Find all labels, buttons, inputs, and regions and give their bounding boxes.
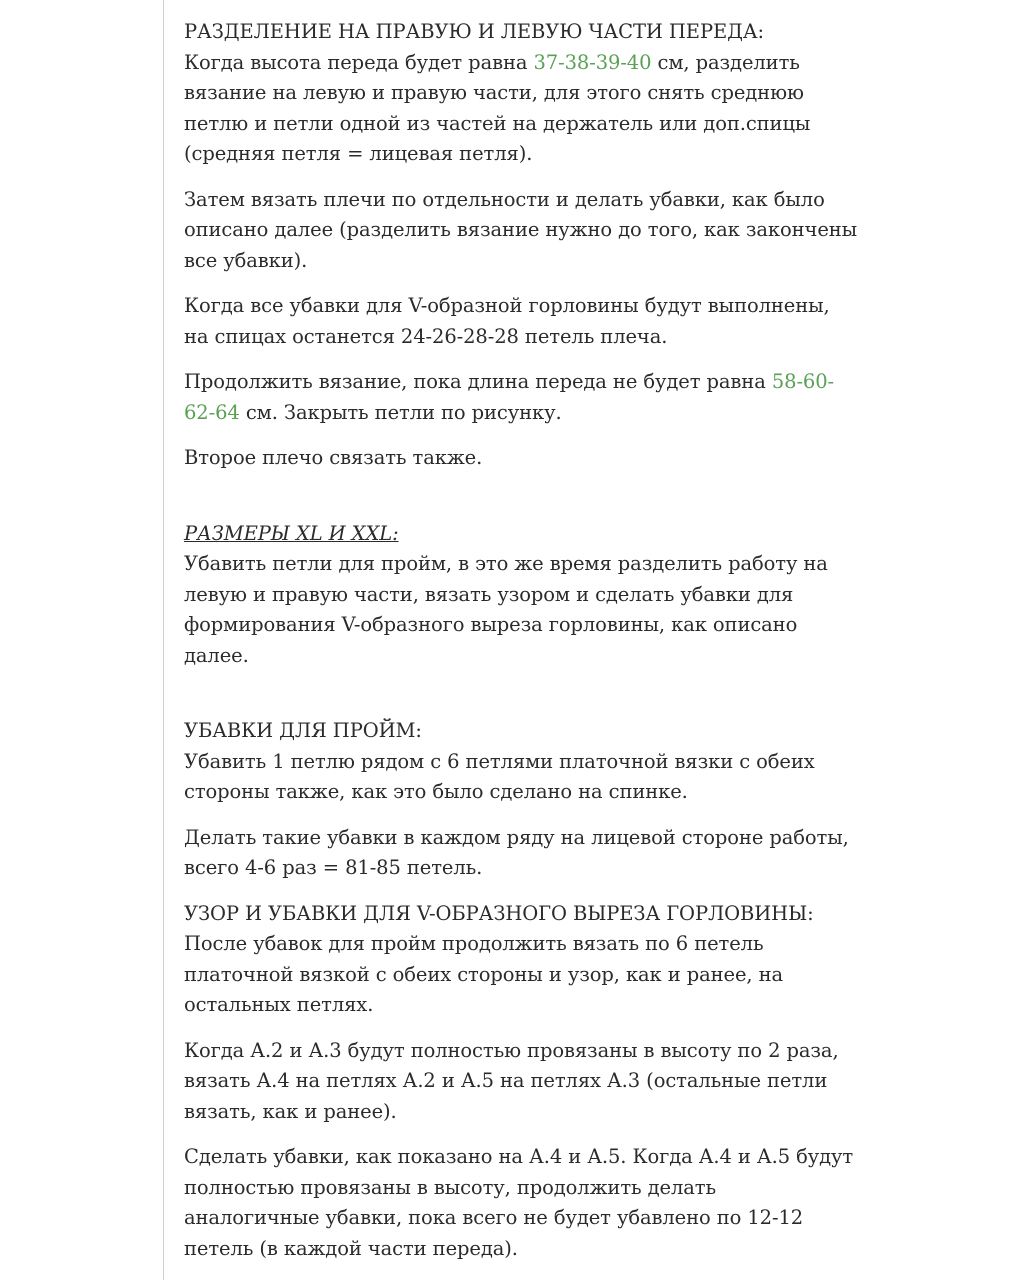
paragraph-shoulders: Затем вязать плечи по отдельности и делать убавки, как было описано далее (разделить вязание нужно до того, как закончены все убавки). (184, 187, 858, 272)
section-heading-sizes-xl-xxl: РАЗМЕРЫ XL И XXL: (184, 521, 399, 545)
size-link-58-64-part1[interactable]: 58-60- (771, 370, 835, 393)
paragraph-v-neck-2: Когда А.2 и А.3 будут полностью провязаны в высоту по 2 раза, вязать А.4 на петлях А.2 и А.5 на петлях А.3 (остальные петли вязать, как и ранее). (184, 1038, 839, 1123)
paragraph-second-shoulder: Второе плечо связать также. (184, 446, 483, 469)
paragraph-v-neck-done: Когда все убавки для V-образной горловины будут выполнены, на спицах останется 24-26-28-28 петель плеча. (184, 294, 830, 348)
paragraph-continue-length: Продолжить вязание, пока длина переда не будет равна 58-60- 62-64 см. Закрыть петли по рисунку. (184, 370, 835, 424)
document-body (184, 17, 864, 1279)
paragraph-armhole-2: Делать такие убавки в каждом ряду на лицевой стороне работы, всего 4-6 раз = 81-85 петель. (184, 825, 849, 879)
size-link-37-40[interactable]: 37-38-39-40 (533, 50, 652, 74)
paragraph-xl-xxl: Убавить петли для пройм, в это же время разделить работу на левую и правую части, вязать узором и сделать убавки для формирования V-образного выреза горловины, как описано далее. (184, 552, 828, 667)
paragraph-v-neck-1: После убавок для пройм продолжить вязать по 6 петель платочной вязкой с обеих стороны и узор, как и ранее, на остальных петлях. (184, 932, 784, 1016)
paragraph-split-height: Когда высота переда будет равна 37-38-39-40 см, разделить вязание на левую и правую части, для этого снять среднюю петлю и петли одной из частей на держатель или доп.спицы (средняя петля = лицевая петля). (184, 50, 811, 165)
section-heading-split-front: РАЗДЕЛЕНИЕ НА ПРАВУЮ И ЛЕВУЮ ЧАСТИ ПЕРЕДА: (184, 20, 764, 43)
paragraph-v-neck-3: Сделать убавки, как показано на А.4 и А.5. Когда А.4 и А.5 будут полностью провязаны в высоту, продолжить делать аналогичные убавки, пока всего не будет убавлено по 12-12 петель (в каждой части переда). (184, 1145, 854, 1260)
section-heading-armhole-decreases: УБАВКИ ДЛЯ ПРОЙМ: (184, 719, 422, 742)
section-heading-v-neck-pattern: УЗОР И УБАВКИ ДЛЯ V-ОБРАЗНОГО ВЫРЕЗА ГОРЛОВИНЫ: (184, 901, 814, 925)
size-link-58-64-part2[interactable]: 62-64 (184, 400, 240, 424)
left-margin-rule (163, 0, 164, 1280)
paragraph-armhole-1: Убавить 1 петлю рядом с 6 петлями платочной вязки с обеих стороны также, как это было сделано на спинке. (184, 749, 815, 803)
